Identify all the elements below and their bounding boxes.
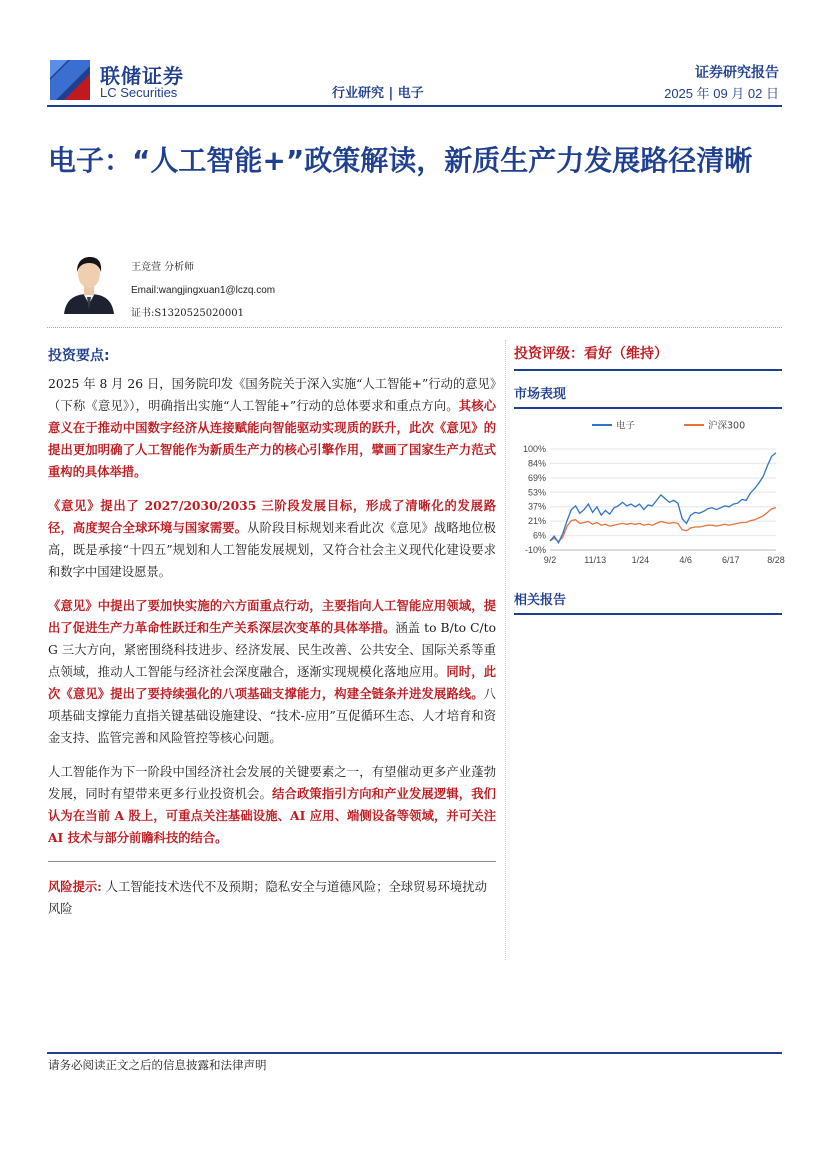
footer-disclaimer: 请务必阅读正文之后的信息披露和法律声明 bbox=[48, 1058, 267, 1072]
analyst-name: 王竞萱 分析师 bbox=[131, 262, 195, 273]
legend-label: 电子 bbox=[616, 420, 636, 432]
x-tick-label: 8/28 bbox=[767, 555, 785, 565]
series-line bbox=[550, 508, 776, 542]
y-tick-label: 69% bbox=[527, 472, 546, 483]
summary-paragraph-2: 《意见》提出了 2027/2030/2035 三阶段发展目标，形成了清晰化的发展路径，高度契合全球环境与国家需要。从阶段目标规划来看此次《意见》战略地位极高，既是承接“十四五”规划和人工智能发展规划，又符合社会主义现代化建设要求和数字中国建设愿景。 bbox=[48, 498, 496, 579]
investment-summary bbox=[48, 345, 496, 920]
y-tick-label: 53% bbox=[527, 487, 546, 498]
analyst-email: Email:wangjingxuan1@lczq.com bbox=[131, 285, 276, 296]
x-tick-label: 4/6 bbox=[679, 555, 692, 565]
company-logo bbox=[50, 60, 200, 104]
risk-text: 人工智能技术迭代不及预期；隐私安全与道德风险；全球贸易环境扰动风险 bbox=[48, 880, 487, 916]
investment-rating: 投资评级：看好（维持） bbox=[514, 343, 782, 371]
x-tick-label: 9/2 bbox=[543, 555, 557, 565]
summary-paragraph-1: 2025 年 8 月 26 日，国务院印发《国务院关于深入实施“人工智能+”行动的意见》（下称《意见》），明确指出实施“人工智能+”行动的总体要求和重点方向。其核心意义在于推动中国数字经济从连接赋能向智能驱动实现质的跃升，此次《意见》的提出更加明确了人工智能作为新质生产力的核心引擎作用，擘画了国家生产力范式重构的具体举措。 bbox=[48, 377, 496, 479]
summary-paragraph-3: 《意见》中提出了要加快实施的六方面重点行动，主要指向人工智能应用领域，提出了促进生产力革命性跃迁和生产关系深层次变革的具体举措。涵盖 to B/to C/to G 三大方向，紧密围绕科技进步、经济发展、民生改善、公共安全、国际关系等重点领域，推动人工智能与经济社会深度融合，逐渐实现规模化落地应用。同时，此次《意见》提出了要持续强化的八项基础支撑能力，构建全链条并进发展路线。八项基础支撑能力直指关键基础设施建设、“技术-应用”互促循环生态、人才培育和资金支持、监管完善和风险管控等核心问题。 bbox=[48, 598, 496, 745]
sidebar bbox=[514, 343, 785, 615]
y-tick-label: -10% bbox=[524, 545, 546, 555]
analyst-cert: 证书:S1320525020001 bbox=[131, 308, 244, 319]
y-tick-label: 100% bbox=[522, 444, 546, 454]
lc-logo-icon bbox=[50, 60, 90, 100]
x-tick-label: 11/13 bbox=[584, 555, 607, 565]
risk-warning bbox=[48, 861, 496, 920]
y-tick-label: 84% bbox=[527, 458, 546, 469]
report-type: 证券研究报告 bbox=[695, 65, 779, 81]
x-tick-label: 6/17 bbox=[722, 555, 740, 565]
analyst-info bbox=[131, 256, 275, 325]
summary-paragraph-4: 人工智能作为下一阶段中国经济社会发展的关键要素之一，有望催动更多产业蓬勃发展，同时有望带来更多行业投资机会。结合政策指引方向和产业发展逻辑，我们认为在当前 A 股上，可重点关注基础设施、AI 应用、端侧设备等领域，并可关注 AI 技术与部分前瞻科技的结合。 bbox=[48, 765, 496, 845]
logo-english-name: LC Securities bbox=[100, 85, 178, 100]
market-performance-chart bbox=[514, 411, 785, 571]
summary-heading: 投资要点: bbox=[48, 348, 110, 364]
legend-label: 沪深300 bbox=[708, 420, 746, 432]
report-category: 行业研究 | 电子 bbox=[332, 86, 424, 101]
y-tick-label: 21% bbox=[527, 516, 546, 527]
x-tick-label: 1/24 bbox=[631, 555, 650, 565]
footer-divider bbox=[47, 1052, 782, 1054]
analyst-photo bbox=[60, 252, 118, 314]
risk-label: 风险提示: bbox=[48, 879, 102, 894]
y-tick-label: 37% bbox=[527, 501, 546, 512]
logo-chinese-name: 联储证券 bbox=[100, 64, 184, 88]
market-performance-heading: 市场表现 bbox=[514, 383, 782, 409]
header-divider bbox=[47, 105, 782, 107]
analyst-divider bbox=[47, 327, 782, 328]
report-title: 电子：“人工智能+”政策解读，新质生产力发展路径清晰 bbox=[48, 144, 753, 177]
series-line bbox=[550, 453, 776, 543]
y-tick-label: 6% bbox=[532, 530, 546, 541]
related-reports-heading: 相关报告 bbox=[514, 589, 782, 615]
report-date: 2025 年 09 月 02 日 bbox=[664, 86, 779, 101]
column-divider bbox=[505, 340, 506, 960]
